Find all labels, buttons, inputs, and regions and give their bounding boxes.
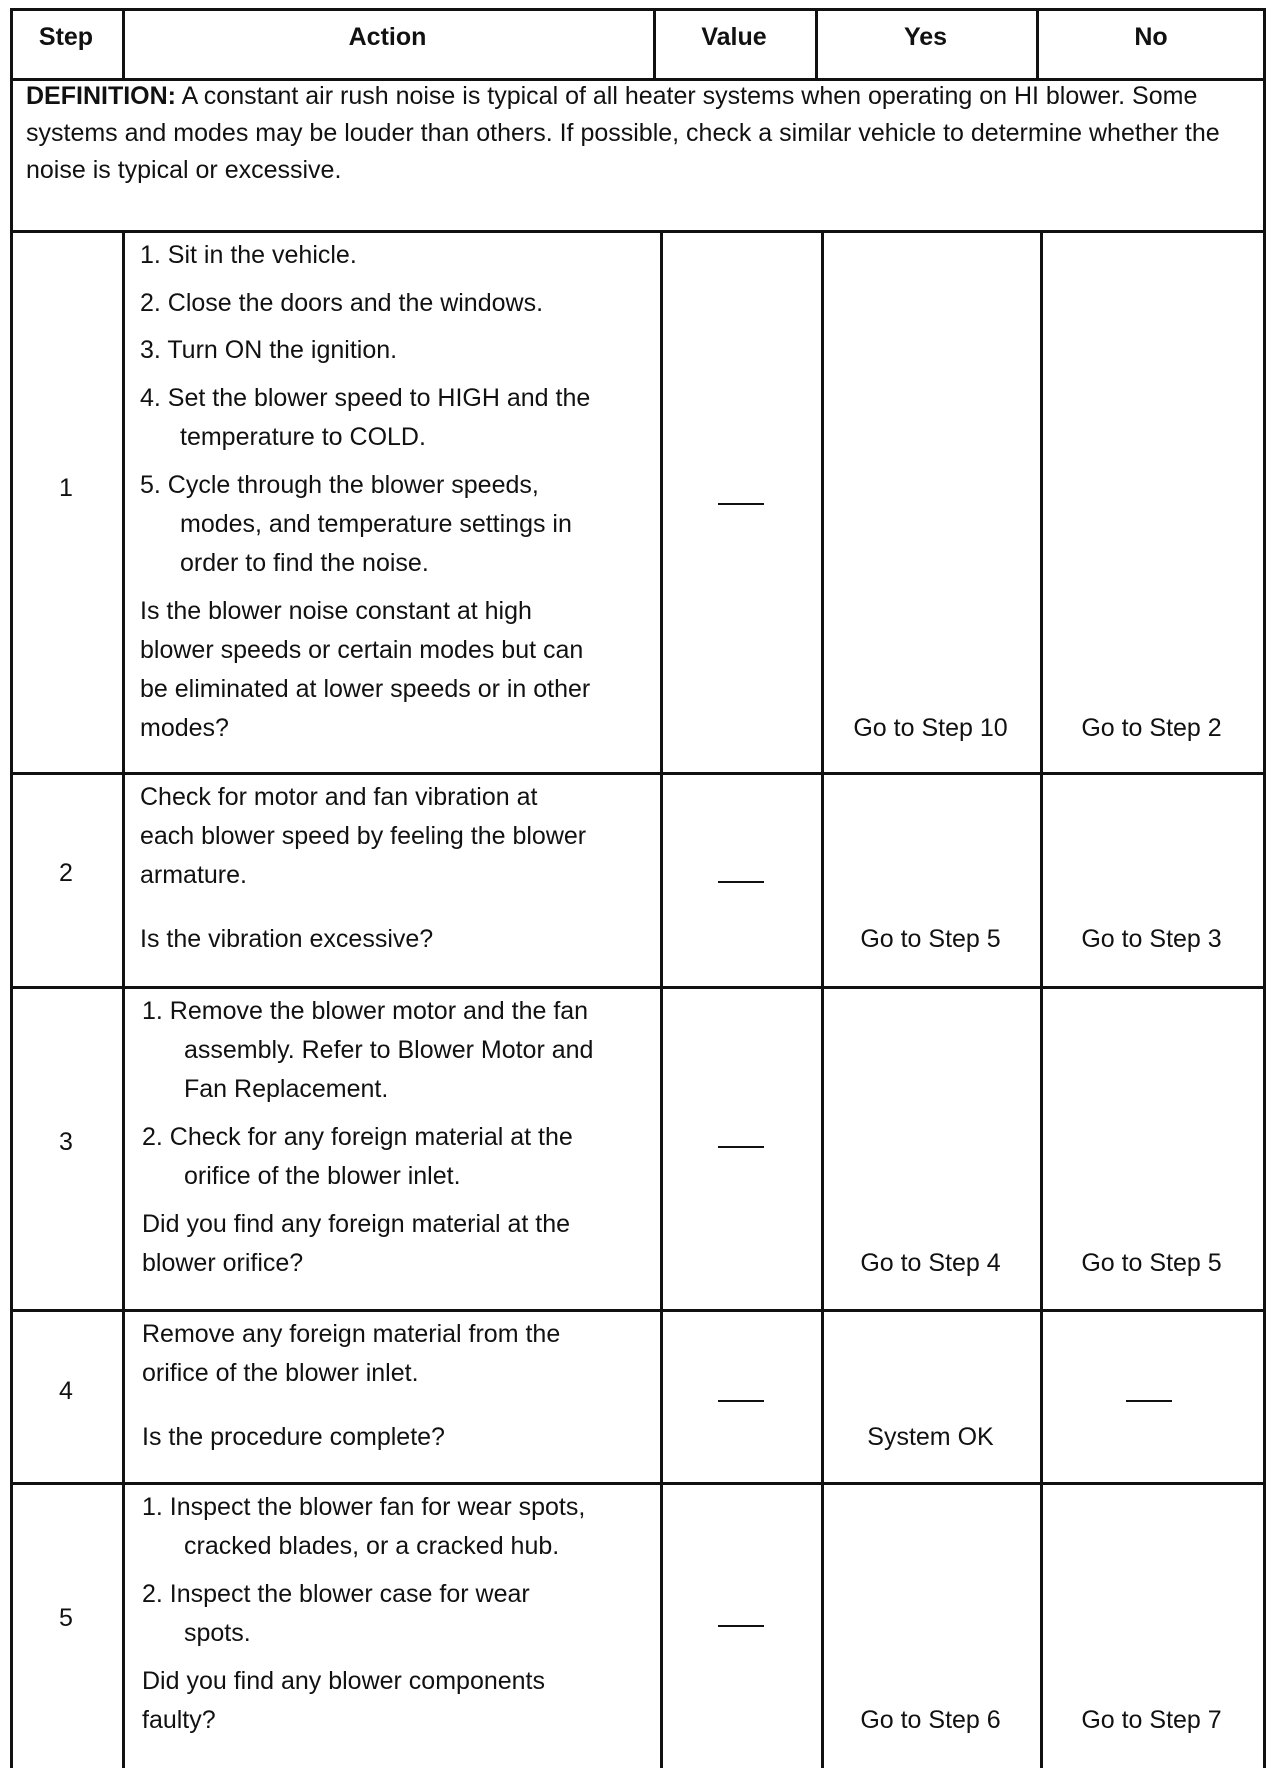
- action-line: Did you find any foreign material at the: [142, 1210, 571, 1238]
- col-line-2-body: [660, 230, 663, 1768]
- row-divider-3: [10, 1309, 1266, 1312]
- action-line: faulty?: [142, 1706, 216, 1734]
- action-line: spots.: [184, 1619, 251, 1647]
- yes-result: Go to Step 4: [860, 1249, 1001, 1277]
- col-line-3-body: [821, 230, 824, 1768]
- action-line: Check for motor and fan vibration at: [140, 783, 538, 811]
- diagnostic-table: [10, 8, 1266, 1768]
- no-dash: [1126, 1400, 1172, 1402]
- action-line: order to find the noise.: [180, 549, 429, 577]
- action-line: 2. Check for any foreign material at the: [142, 1123, 573, 1151]
- action-line: cracked blades, or a cracked hub.: [184, 1532, 560, 1560]
- action-line: armature.: [140, 861, 247, 889]
- action-line: blower orifice?: [142, 1249, 304, 1277]
- col-line-4-body: [1040, 230, 1043, 1768]
- step-number: 1: [59, 474, 73, 502]
- yes-result: Go to Step 6: [860, 1706, 1001, 1734]
- action-line: temperature to COLD.: [180, 423, 426, 451]
- action-line: modes?: [140, 714, 229, 742]
- step-number: 3: [59, 1128, 73, 1156]
- step-number: 4: [59, 1377, 73, 1405]
- no-result: Go to Step 5: [1081, 1249, 1222, 1277]
- action-line: Is the blower noise constant at high: [140, 597, 532, 625]
- row-divider-4: [10, 1482, 1266, 1485]
- definition-text: [26, 78, 1246, 189]
- no-result: Go to Step 3: [1081, 925, 1222, 953]
- action-line: 1. Sit in the vehicle.: [140, 241, 357, 269]
- value-dash: [718, 881, 764, 883]
- header-no: No: [1134, 23, 1168, 51]
- action-line: 4. Set the blower speed to HIGH and the: [140, 384, 591, 412]
- action-line: Is the vibration excessive?: [140, 925, 434, 953]
- value-dash: [718, 1625, 764, 1627]
- action-line: orifice of the blower inlet.: [184, 1162, 461, 1190]
- no-result: Go to Step 2: [1081, 714, 1222, 742]
- yes-result: Go to Step 10: [853, 714, 1008, 742]
- action-line: 2. Close the doors and the windows.: [140, 289, 544, 317]
- action-line: blower speeds or certain modes but can: [140, 636, 584, 664]
- yes-result: Go to Step 5: [860, 925, 1001, 953]
- value-dash: [718, 503, 764, 505]
- action-line: 2. Inspect the blower case for wear: [142, 1580, 530, 1608]
- col-line-1-body: [122, 230, 125, 1768]
- header-value: Value: [701, 23, 767, 51]
- definition-label: DEFINITION:: [26, 82, 176, 110]
- action-line: assembly. Refer to Blower Motor and: [184, 1036, 594, 1064]
- action-line: Did you find any blower components: [142, 1667, 546, 1695]
- value-dash: [718, 1400, 764, 1402]
- action-line: each blower speed by feeling the blower: [140, 822, 587, 850]
- table-border-top: [10, 8, 1266, 11]
- col-line-5-body: [1263, 230, 1266, 1768]
- action-line: Fan Replacement.: [184, 1075, 389, 1103]
- action-line: 3. Turn ON the ignition.: [140, 336, 398, 364]
- action-line: modes, and temperature settings in: [180, 510, 572, 538]
- header-step: Step: [38, 23, 94, 51]
- action-line: be eliminated at lower speeds or in other: [140, 675, 591, 703]
- action-line: 1. Remove the blower motor and the fan: [142, 997, 589, 1025]
- no-result: Go to Step 7: [1081, 1706, 1222, 1734]
- header-action: Action: [348, 23, 427, 51]
- step-number: 5: [59, 1604, 73, 1632]
- header-yes: Yes: [903, 23, 948, 51]
- action-line: orifice of the blower inlet.: [142, 1359, 419, 1387]
- action-line: Remove any foreign material from the: [142, 1320, 561, 1348]
- yes-result: System OK: [867, 1423, 994, 1451]
- definition-body: A constant air rush noise is typical of all heater systems when operating on HI blower. Some systems and modes may be louder than others. If possible, check a similar vehicle to determine whether the noise is typical or excessive.: [26, 82, 1220, 184]
- action-line: 1. Inspect the blower fan for wear spots,: [142, 1493, 586, 1521]
- value-dash: [718, 1146, 764, 1148]
- step-number: 2: [59, 859, 73, 887]
- row-divider-1: [10, 772, 1266, 775]
- action-line: Is the procedure complete?: [142, 1423, 445, 1451]
- row-divider-2: [10, 986, 1266, 989]
- definition-divider: [10, 230, 1266, 233]
- action-line: 5. Cycle through the blower speeds,: [140, 471, 539, 499]
